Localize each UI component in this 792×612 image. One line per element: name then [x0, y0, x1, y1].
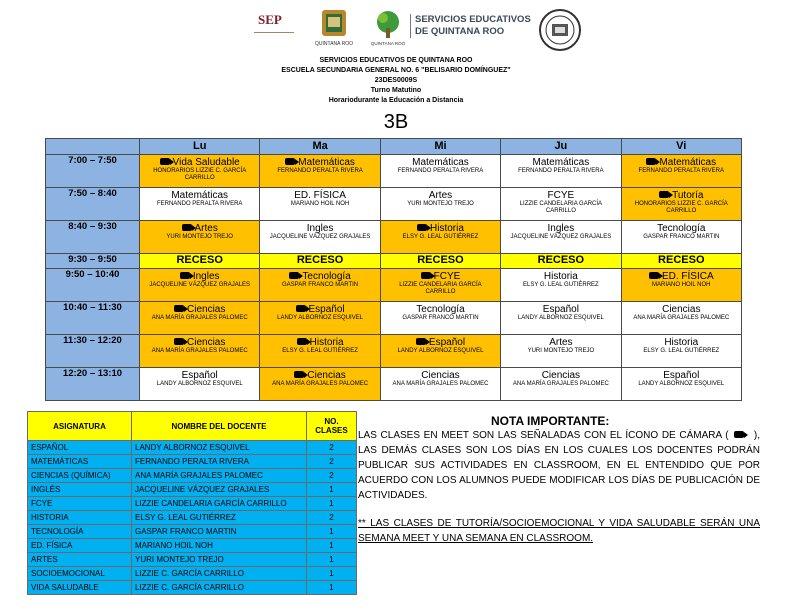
camera-icon	[180, 272, 190, 279]
class-cell-meet	[260, 302, 380, 335]
camera-icon	[417, 224, 427, 231]
teacher-name-cell: LIZZIE C. GARCÍA CARRILLO	[132, 581, 307, 595]
teacher-label: FERNANDO PERALTA RIVERA	[638, 168, 725, 174]
camera-icon	[649, 272, 659, 279]
subject-label: Artes	[428, 190, 453, 201]
camera-icon	[296, 305, 306, 312]
teacher-label: FERNANDO PERALTA RIVERA	[518, 168, 604, 174]
note-title: NOTA IMPORTANTE:	[491, 414, 610, 428]
class-cell-meet	[380, 269, 500, 302]
teacher-label: ANA MARÍA GRAJALES PALOMEC	[512, 381, 609, 387]
day-header: Vi	[621, 139, 741, 155]
schedule-row	[46, 335, 742, 368]
class-cell-meet	[140, 302, 260, 335]
subject-label: Ingles	[306, 223, 334, 234]
teacher-label: FERNANDO PERALTA RIVERA	[277, 168, 363, 174]
subject-label: Vida Saludable	[172, 157, 240, 168]
class-cell	[621, 302, 741, 335]
subject-label: ED. FÍSICA	[294, 190, 346, 201]
subject-label: Historia	[543, 271, 578, 282]
subject-cell: HISTORIA	[28, 511, 132, 525]
subject-label: Ciencias	[421, 370, 460, 381]
teacher-label: ELSY G. LEAL GUTIÉRREZ	[402, 234, 479, 240]
schedule-table	[45, 138, 742, 401]
class-cell-meet	[380, 221, 500, 254]
teacher-name-cell: JACQUELINE VÁZQUEZ GRAJALES	[132, 483, 307, 497]
table-row	[28, 441, 357, 455]
time-slot: 10:40 – 11:30	[46, 302, 140, 335]
note-footnote: ** LAS CLASES DE TUTORÍA/SOCIOEMOCIONAL Y VIDA SALUDABLE SERÁN UNA SEMANA MEET Y UNA SEMANA EN CLASSROOM.	[358, 518, 760, 544]
teacher-label: YURI MONTEJO TREJO	[407, 201, 474, 207]
subject-label: Matemáticas	[532, 157, 590, 168]
subject-label: Historia	[430, 223, 464, 234]
subject-label: Tecnología	[302, 271, 351, 282]
table-row	[28, 553, 357, 567]
teacher-label: JACQUELINE VÁZQUEZ GRAJALES	[269, 234, 371, 240]
sep-logo: SEP	[252, 8, 296, 50]
teacher-label: LANDY ALBORNOZ ESQUIVEL	[277, 315, 364, 321]
teacher-label: LANDY ALBORNOZ ESQUIVEL	[397, 348, 484, 354]
schedule-row	[46, 155, 742, 188]
group-title: 3B	[383, 111, 409, 133]
class-cell-meet	[260, 368, 380, 401]
class-cell	[501, 368, 621, 401]
teacher-name-cell: LIZZIE CANDELARIA GARCÍA CARRILLO	[132, 497, 307, 511]
teacher-label: LANDY ALBORNOZ ESQUIVEL	[517, 315, 604, 321]
class-cell	[501, 302, 621, 335]
camera-icon	[294, 371, 304, 378]
recess-cell: RECESO	[140, 254, 260, 269]
day-header: Lu	[140, 139, 260, 155]
camera-icon	[659, 191, 669, 198]
header-line-2: ESCUELA SECUNDARIA GENERAL NO. 6 "BELISARIO DOMÍNGUEZ"	[281, 67, 511, 74]
subject-cell: INGLÉS	[28, 483, 132, 497]
class-cell-meet	[621, 155, 741, 188]
classes-count-cell: 1	[307, 553, 357, 567]
logo-strip	[252, 8, 582, 54]
camera-icon	[646, 158, 656, 165]
class-cell-meet	[140, 269, 260, 302]
subject-cell: ARTES	[28, 553, 132, 567]
time-slot: 11:30 – 12:20	[46, 335, 140, 368]
camera-icon	[734, 431, 744, 438]
header-line-5: Horariodurante la Educación a Distancia	[328, 97, 464, 104]
class-cell-meet	[380, 335, 500, 368]
camera-icon	[285, 158, 295, 165]
camera-icon	[174, 338, 184, 345]
teacher-name-cell: LIZZIE C. GARCÍA CARRILLO	[132, 567, 307, 581]
recess-cell: RECESO	[380, 254, 500, 269]
teachers-header-row	[28, 412, 357, 441]
schedule-row	[46, 221, 742, 254]
table-row	[28, 511, 357, 525]
table-row	[28, 455, 357, 469]
teacher-label: YURI MONTEJO TREJO	[166, 234, 233, 240]
class-cell	[380, 188, 500, 221]
subject-label: Historia	[309, 337, 344, 348]
teacher-label: ELSY G. LEAL GUTIÉRREZ	[282, 348, 358, 354]
subject-cell: ED. FÍSICA	[28, 539, 132, 553]
table-row	[28, 525, 357, 539]
subject-cell: VIDA SALUDABLE	[28, 581, 132, 595]
subject-column-header: ASIGNATURA	[28, 412, 132, 441]
subject-label: Artes	[194, 223, 218, 234]
teacher-label: HONORARIOS LIZZIE C. GARCÍA CARRILLO	[634, 201, 728, 214]
table-row	[28, 483, 357, 497]
time-slot: 7:00 – 7:50	[46, 155, 140, 188]
class-cell	[140, 368, 260, 401]
table-row	[28, 469, 357, 483]
classes-count-cell: 1	[307, 497, 357, 511]
subject-label: Tecnología	[416, 304, 465, 315]
subject-label: Tecnología	[657, 223, 706, 234]
header-line-4: Turno Matutino	[370, 87, 422, 94]
class-cell	[260, 188, 380, 221]
subject-label: Español	[181, 370, 218, 381]
subject-label: Ciencias	[187, 337, 226, 348]
class-cell-meet	[621, 188, 741, 221]
subject-cell: TECNOLOGÍA	[28, 525, 132, 539]
classes-count-cell: 1	[307, 581, 357, 595]
subject-label: Ciencias	[541, 370, 581, 381]
subject-cell: CIENCIAS (QUÍMICA)	[28, 469, 132, 483]
subject-label: Ciencias	[662, 304, 701, 315]
subject-cell: SOCIOEMOCIONAL	[28, 567, 132, 581]
class-cell	[501, 269, 621, 302]
classes-count-cell: 1	[307, 483, 357, 497]
teachers-table	[27, 411, 357, 595]
schedule-row	[46, 368, 742, 401]
class-cell-meet	[140, 221, 260, 254]
class-cell	[621, 335, 741, 368]
time-slot: 7:50 – 8:40	[46, 188, 140, 221]
recess-cell: RECESO	[260, 254, 380, 269]
teacher-name-cell: GASPAR FRANCO MARTIN	[132, 525, 307, 539]
teacher-label: ANA MARÍA GRAJALES PALOMEC	[392, 381, 489, 387]
day-header: Ma	[260, 139, 380, 155]
class-cell	[140, 188, 260, 221]
corner-cell	[46, 139, 140, 155]
teacher-label: FERNANDO PERALTA RIVERA	[397, 168, 484, 174]
teacher-label: LANDY ALBORNOZ ESQUIVEL	[638, 381, 725, 387]
teacher-label: JACQUELINE VÁZQUEZ GRAJALES	[149, 282, 251, 288]
camera-icon	[289, 272, 299, 279]
teacher-label: MARIANO HOIL NOH	[652, 282, 711, 288]
time-slot: 12:20 – 13:10	[46, 368, 140, 401]
class-cell	[380, 155, 500, 188]
subject-label: Matemáticas	[659, 157, 717, 168]
teacher-label: ANA MARÍA GRAJALES PALOMEC	[272, 381, 369, 387]
classes-count-cell: 2	[307, 469, 357, 483]
day-header: Ju	[501, 139, 621, 155]
quintana-roo-logo	[312, 8, 356, 52]
subject-label: Español	[542, 304, 579, 315]
camera-icon	[160, 158, 170, 165]
table-row	[28, 497, 357, 511]
classes-column-header: NO. CLASES	[307, 412, 357, 441]
class-cell	[380, 368, 500, 401]
day-header: Mi	[380, 139, 500, 155]
teacher-name-cell: YURI MONTEJO TREJO	[132, 553, 307, 567]
teacher-label: LIZZIE CANDELARIA GARCÍA CARRILLO	[519, 201, 603, 214]
class-cell	[260, 221, 380, 254]
class-cell	[621, 368, 741, 401]
class-cell-meet	[260, 155, 380, 188]
subject-label: Artes	[549, 337, 573, 348]
subject-label: Español	[308, 304, 345, 315]
teacher-label: FERNANDO PERALTA RIVERA	[156, 201, 243, 207]
class-cell-meet	[260, 335, 380, 368]
camera-icon	[174, 305, 184, 312]
teacher-label: GASPAR FRANCO MARTIN	[402, 315, 479, 321]
teacher-label: ANA MARÍA GRAJALES PALOMEC	[633, 315, 730, 321]
class-cell	[501, 335, 621, 368]
schedule-row	[46, 302, 742, 335]
subject-label: Matemáticas	[298, 157, 355, 168]
teacher-label: ELSY G. LEAL GUTIÉRREZ	[523, 282, 599, 288]
table-row	[28, 581, 357, 595]
subject-cell: FCYE	[28, 497, 132, 511]
subject-label: Español	[663, 370, 700, 381]
schedule-row	[46, 188, 742, 221]
subject-label: FCYE	[547, 190, 575, 201]
note-body: LAS CLASES EN MEET SON LAS SEÑALADAS CON EL ÍCONO DE CÁMARA ( ), LAS DEMÁS CLASES SON LOS DÍAS EN LOS CUALES LOS DOCENTES PODRÁN PUBLICAR SUS ACTIVIDADES EN CLASSROOM, EN EL ENTENDIDO QUE POR ACUERDO CON LOS ALUMNOS PUEDE MODIFICAR LOS DÍAS DE PUBLICACIÓN DE ACTIVIDADES.	[358, 430, 760, 501]
teacher-label: LIZZIE CANDELARIA GARCÍA CARRILLO	[399, 282, 482, 295]
subject-label: Tutoría	[672, 190, 704, 201]
schedule-header-row	[46, 139, 742, 155]
subject-label: Ingles	[192, 271, 220, 282]
subject-label: Ingles	[547, 223, 575, 234]
subject-cell: ESPAÑOL	[28, 441, 132, 455]
teacher-label: ANA MARÍA GRAJALES PALOMEC	[151, 315, 248, 321]
teacher-name-cell: ELSY G. LEAL GUTIÉRREZ	[132, 511, 307, 525]
time-slot: 9:50 – 10:40	[46, 269, 140, 302]
subject-label: ED. FÍSICA	[661, 271, 714, 282]
teacher-label: GASPAR FRANCO MARTIN	[643, 234, 720, 240]
class-cell-meet	[140, 155, 260, 188]
class-cell-meet	[260, 269, 380, 302]
camera-icon	[421, 272, 431, 279]
teacher-name-cell: FERNANDO PERALTA RIVERA	[132, 455, 307, 469]
recess-row	[46, 254, 742, 269]
time-slot: 8:40 – 9:30	[46, 221, 140, 254]
quintana-roo-tree-logo	[370, 8, 406, 52]
table-row	[28, 539, 357, 553]
class-cell	[380, 302, 500, 335]
school-seal-logo	[538, 8, 582, 52]
camera-icon	[297, 338, 307, 345]
subject-label: FCYE	[433, 271, 461, 282]
subject-label: Ciencias	[307, 370, 346, 381]
header-line-3: 23DES0009S	[374, 77, 418, 84]
teacher-label: LANDY ALBORNOZ ESQUIVEL	[156, 381, 243, 387]
class-cell-meet	[140, 335, 260, 368]
subject-cell: MATEMÁTICAS	[28, 455, 132, 469]
teacher-label: YURI MONTEJO TREJO	[527, 348, 595, 354]
svg-text:QUINTANA ROO: QUINTANA ROO	[370, 41, 406, 46]
class-cell	[501, 188, 621, 221]
header-line-1: SERVICIOS EDUCATIVOS DE QUINTANA ROO	[319, 57, 473, 64]
subject-label: Historia	[664, 337, 699, 348]
classes-count-cell: 2	[307, 441, 357, 455]
recess-cell: RECESO	[501, 254, 621, 269]
table-row	[28, 567, 357, 581]
teacher-label: MARIANO HOIL NOH	[290, 201, 350, 207]
class-cell	[501, 155, 621, 188]
teacher-label: ANA MARÍA GRAJALES PALOMEC	[151, 348, 248, 354]
classes-count-cell: 1	[307, 525, 357, 539]
teacher-column-header: NOMBRE DEL DOCENTE	[132, 412, 307, 441]
camera-icon	[182, 224, 192, 231]
teacher-name-cell: LANDY ALBORNOZ ESQUIVEL	[132, 441, 307, 455]
class-cell	[621, 221, 741, 254]
class-cell-meet	[621, 269, 741, 302]
schedule-row	[46, 269, 742, 302]
svg-text:QUINTANA ROO: QUINTANA ROO	[315, 41, 353, 47]
seq-wordmark: SERVICIOS EDUCATIVOS DE QUINTANA ROO	[410, 14, 539, 38]
classes-count-cell: 2	[307, 511, 357, 525]
time-slot: 9:30 – 9:50	[46, 254, 140, 269]
teacher-label: ELSY G. LEAL GUTIÉRREZ	[643, 348, 720, 354]
subject-label: Matemáticas	[412, 157, 469, 168]
subject-label: Español	[428, 337, 466, 348]
classes-count-cell: 2	[307, 455, 357, 469]
class-cell	[501, 221, 621, 254]
camera-icon	[416, 338, 426, 345]
teacher-name-cell: MARIANO HOIL NOH	[132, 539, 307, 553]
classes-count-cell: 1	[307, 567, 357, 581]
teacher-label: JACQUELINE VÁZQUEZ GRAJALES	[510, 234, 612, 240]
teacher-label: HONORARIOS LIZZIE C. GARCÍA CARRILLO	[153, 168, 247, 181]
subject-label: Ciencias	[187, 304, 226, 315]
subject-label: Matemáticas	[171, 190, 229, 201]
recess-cell: RECESO	[621, 254, 741, 269]
classes-count-cell: 1	[307, 539, 357, 553]
teacher-label: GASPAR FRANCO MARTIN	[282, 282, 359, 288]
teacher-name-cell: ANA MARÍA GRAJALES PALOMEC	[132, 469, 307, 483]
